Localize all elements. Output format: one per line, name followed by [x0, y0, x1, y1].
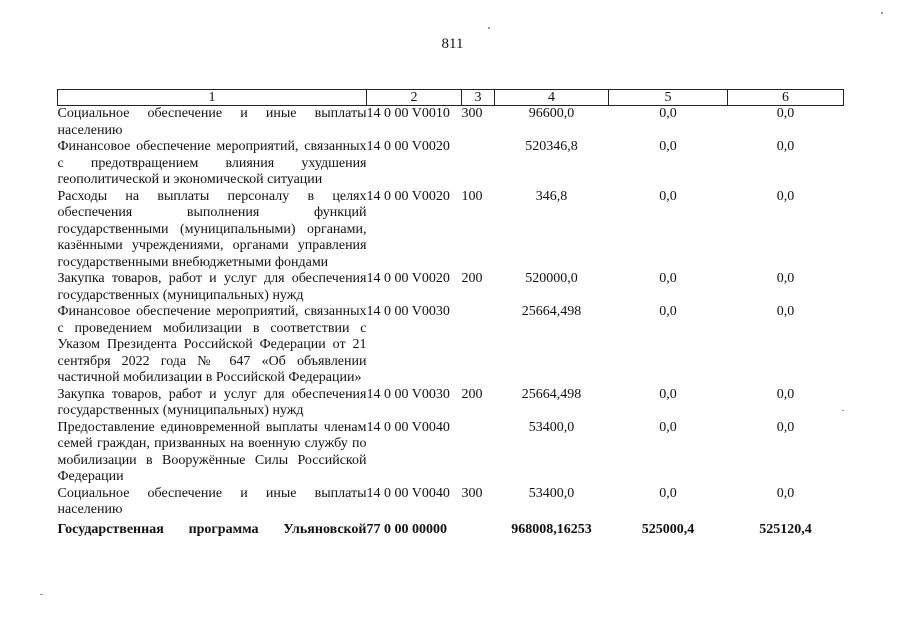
row-name-cell: Закупка товаров, работ и услуг для обеспечения государственных (муниципальных) нужд	[57, 386, 367, 418]
scan-speck	[842, 410, 844, 411]
row-type-cell	[462, 304, 495, 387]
row-sum-2023-cell: 968008,16253	[511, 521, 592, 537]
row-sum-2024-cell: 0,0	[659, 485, 677, 501]
row-type-cell: 300	[461, 485, 483, 501]
row-sum-2024-cell: 0,0	[659, 304, 677, 319]
table-row	[58, 106, 844, 140]
col-header-6: 6	[728, 90, 844, 106]
row-code-cell: 14 0 00 V0020	[366, 188, 450, 204]
row-sum-2025-cell: 0,0	[776, 485, 795, 501]
row-code-cell: 14 0 00 V0030	[366, 386, 450, 402]
row-sum-2024-cell: 525000,4	[641, 521, 695, 537]
scan-speck	[40, 594, 43, 595]
col-header-1: 1	[58, 90, 367, 106]
row-sum-2025-cell: 0,0	[776, 304, 795, 319]
row-sum-2025-cell: 0,0	[776, 386, 795, 402]
row-type-cell	[462, 139, 495, 189]
table-row	[58, 139, 844, 189]
row-sum-2024-cell: 0,0	[659, 386, 677, 402]
row-code-cell: 14 0 00 V0040	[366, 419, 450, 435]
row-sum-2023-cell: 96600,0	[528, 106, 575, 121]
row-sum-2025-cell: 0,0	[776, 188, 795, 204]
row-sum-2023-cell: 25664,498	[521, 386, 582, 402]
row-sum-2024-cell: 0,0	[659, 188, 677, 204]
table-row	[58, 486, 844, 519]
row-name-cell: Финансовое обеспечение мероприятий, связанных с предотвращением влияния ухудшения геополитической и экономической ситуации	[57, 139, 367, 187]
scan-speck	[488, 27, 490, 29]
row-sum-2023-cell: 346,8	[535, 188, 568, 204]
row-sum-2024-cell: 0,0	[659, 106, 677, 121]
row-sum-2025-cell: 0,0	[776, 139, 795, 154]
row-code-cell: 14 0 00 V0020	[366, 271, 450, 286]
row-code-cell: 14 0 00 V0030	[366, 304, 450, 319]
row-sum-2025-cell: 0,0	[776, 106, 795, 121]
header-row	[58, 90, 844, 106]
row-code-cell: 14 0 00 V0010	[366, 106, 450, 121]
row-sum-2024-cell: 0,0	[659, 139, 677, 154]
col-header-3: 3	[462, 90, 495, 106]
table-row	[58, 304, 844, 387]
row-name-cell: Предоставление единовременной выплаты членам семей граждан, призванных на военную службу по мобилизации в Вооружённые Силы Российской Федерации	[57, 419, 367, 484]
scan-speck	[881, 12, 883, 14]
table-row	[58, 387, 844, 420]
row-sum-2023-cell: 53400,0	[528, 419, 575, 435]
col-header-2: 2	[367, 90, 462, 106]
row-sum-2023-cell: 53400,0	[528, 485, 575, 501]
col-header-5: 5	[609, 90, 728, 106]
row-sum-2023-cell: 25664,498	[521, 304, 582, 319]
table-row	[58, 420, 844, 486]
row-type-cell	[462, 420, 495, 486]
row-type-cell	[462, 519, 495, 539]
row-name-cell: Расходы на выплаты персоналу в целях обеспечения выполнения функций государственными (муниципальными) органами, казёнными учреждениями, органами управления государственными внебюджетными фондами	[57, 188, 367, 270]
budget-table	[57, 89, 844, 538]
row-code-cell: 77 0 00 00000	[366, 521, 447, 537]
row-type-cell: 100	[461, 188, 483, 204]
row-name-cell: Финансовое обеспечение мероприятий, связанных с проведением мобилизации в соответствии с Указом Президента Российской Федерации от 21 сентября 2022 года № 647 «Об объявлении частичной мобилизации в Российской Федерации»	[57, 304, 367, 385]
row-code-cell: 14 0 00 V0040	[366, 485, 450, 501]
row-sum-2024-cell: 0,0	[659, 271, 677, 286]
col-header-4: 4	[495, 90, 609, 106]
page-number: 811	[441, 36, 464, 52]
table-row	[58, 189, 844, 272]
row-sum-2025-cell: 525120,4	[759, 521, 812, 537]
row-sum-2023-cell: 520346,8	[525, 139, 578, 154]
row-sum-2023-cell: 520000,0	[525, 271, 578, 286]
row-type-cell: 200	[461, 271, 483, 286]
row-type-cell: 200	[461, 386, 483, 402]
row-sum-2024-cell: 0,0	[659, 419, 677, 435]
row-name-cell: Социальное обеспечение и иные выплаты населению	[57, 485, 367, 517]
row-name-cell: Закупка товаров, работ и услуг для обеспечения государственных (муниципальных) нужд	[57, 271, 367, 303]
row-name-cell: Социальное обеспечение и иные выплаты населению	[57, 106, 367, 138]
row-sum-2025-cell: 0,0	[776, 271, 795, 286]
row-type-cell: 300	[461, 106, 483, 121]
row-code-cell: 14 0 00 V0020	[366, 139, 450, 154]
table-row	[58, 519, 844, 539]
table-row	[58, 271, 844, 304]
row-sum-2025-cell: 0,0	[776, 419, 795, 435]
row-name-cell: Государственная программа Ульяновской	[57, 521, 367, 537]
